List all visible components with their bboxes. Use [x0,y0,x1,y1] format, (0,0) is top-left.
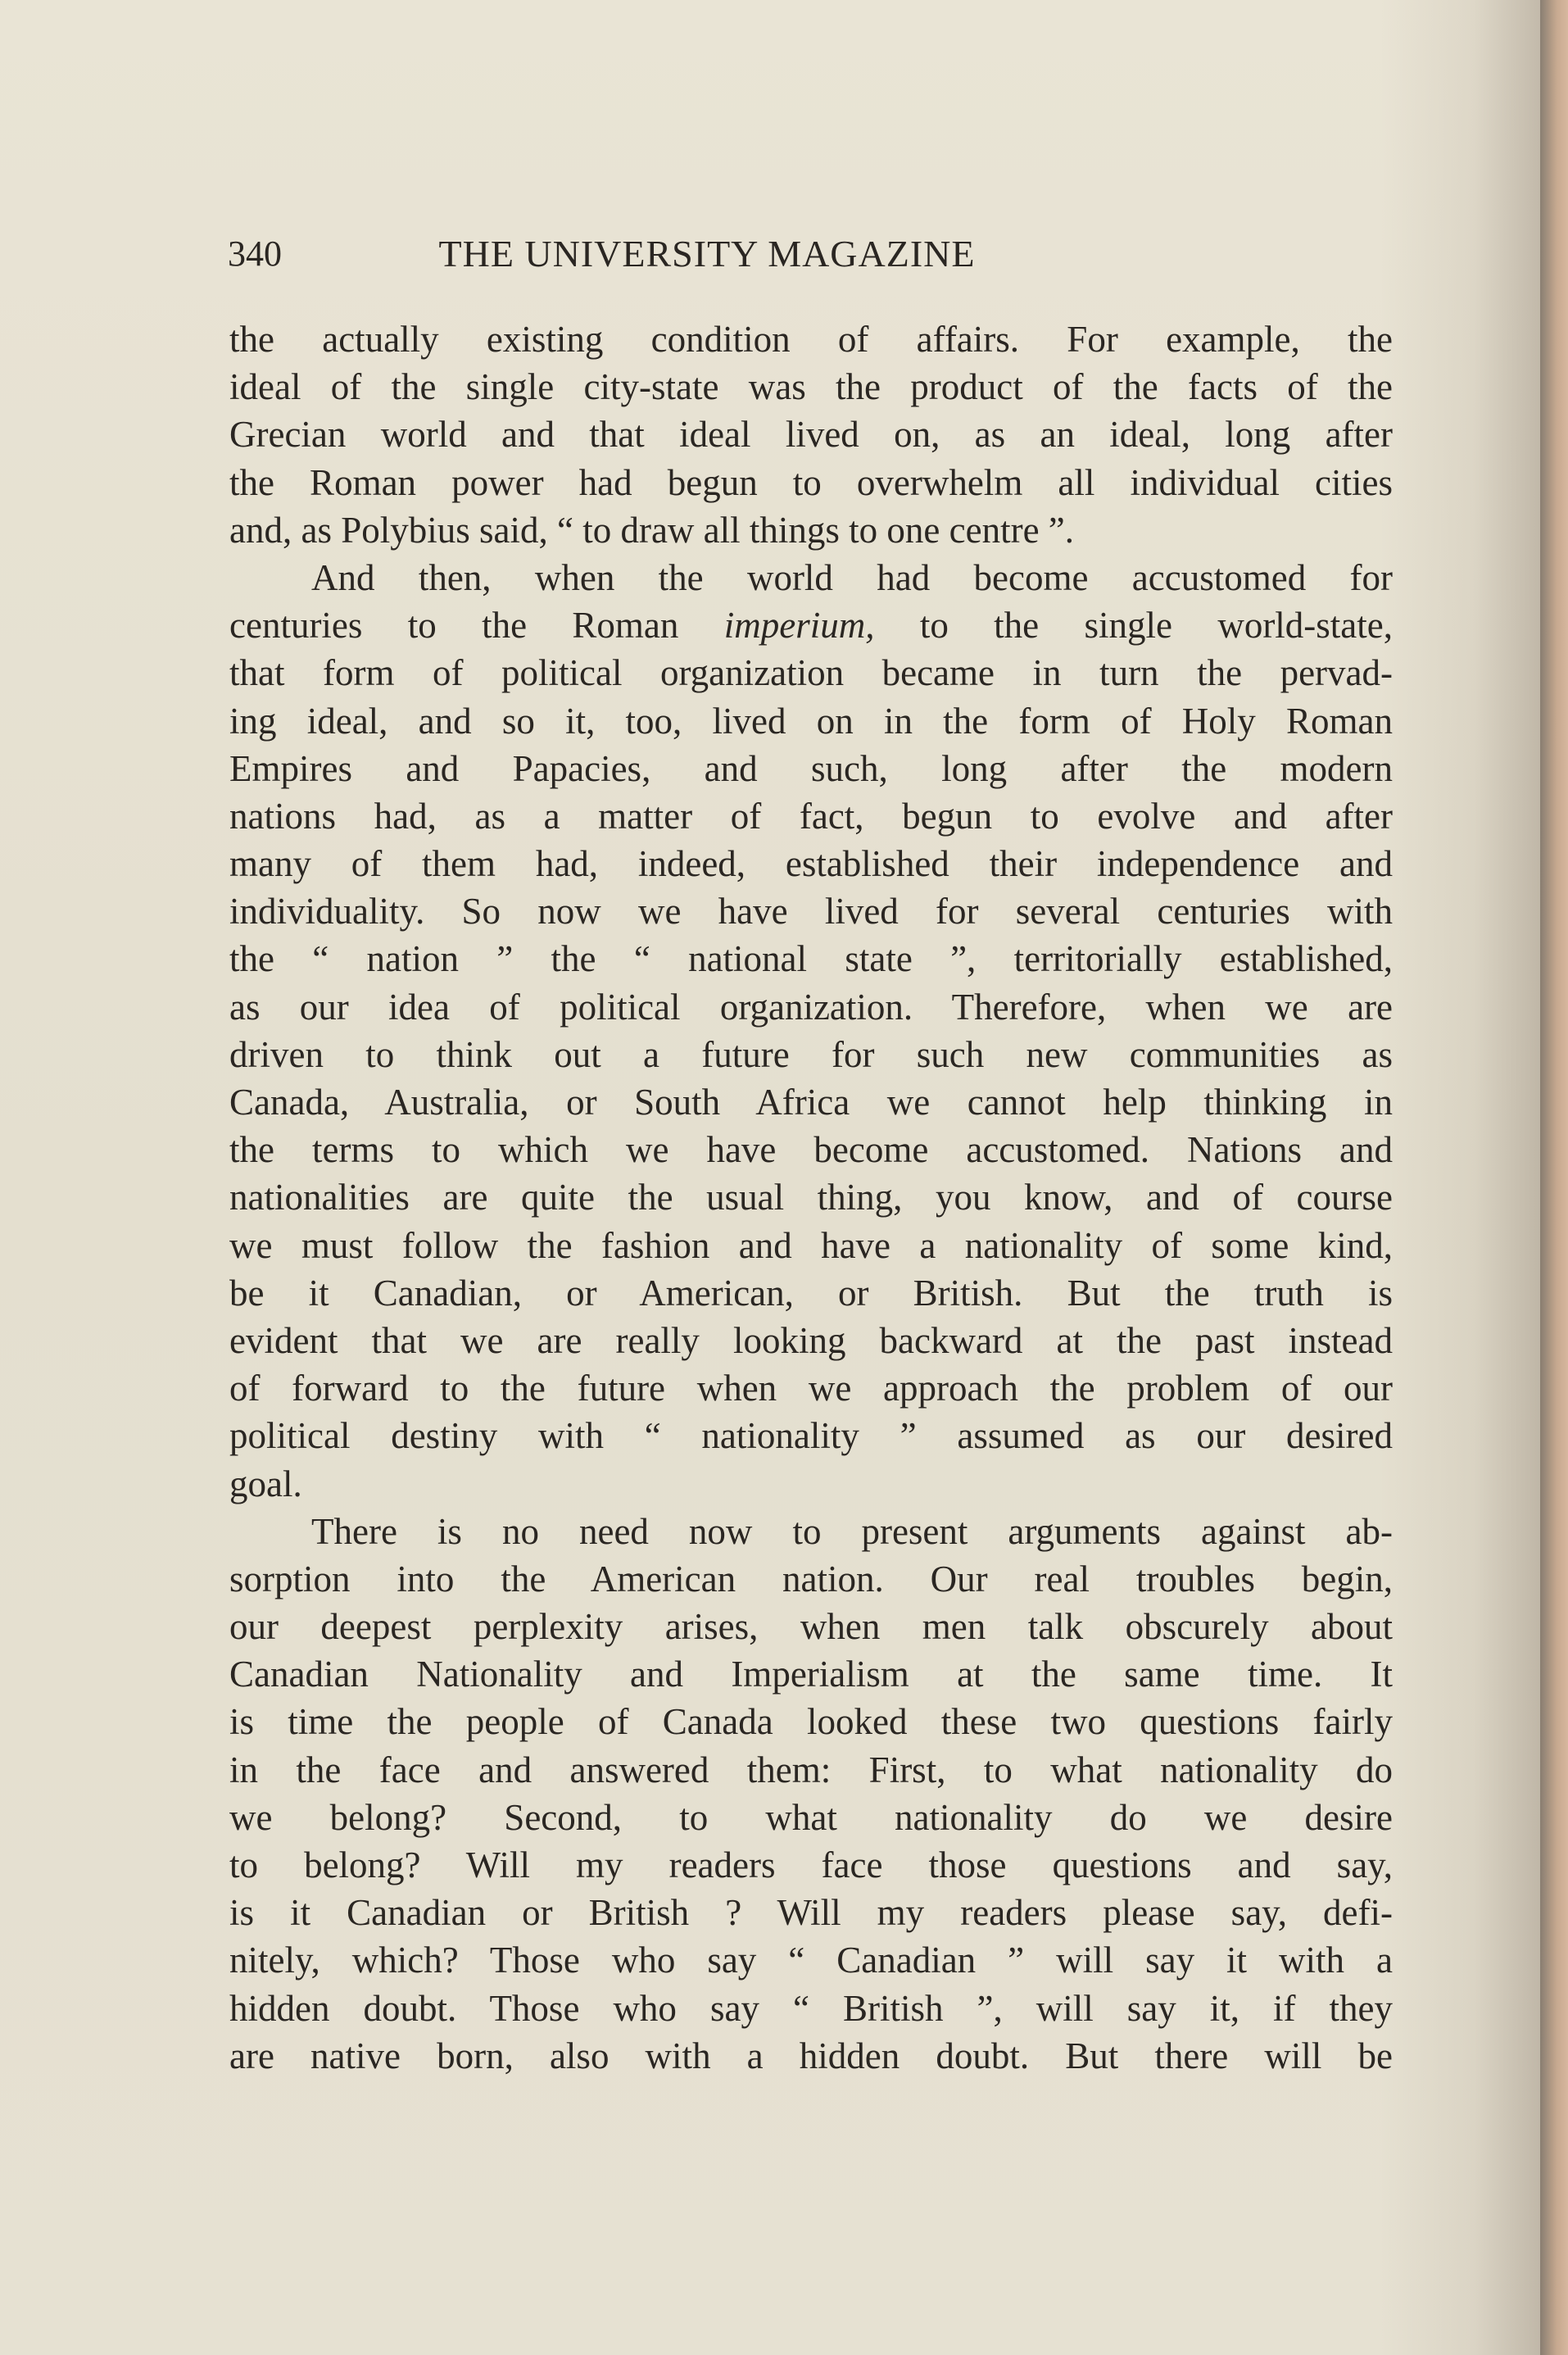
text-line: and, as Polybius said, “ to draw all things to one centre ”. [229,509,1075,551]
paragraph-start-line: There is no need now to present arguments against ab- [311,1510,1393,1552]
text-line: nations had, as a matter of fact, begun to evolve and after [229,795,1393,837]
text-line: evident that we are really looking backward at the past instead [229,1319,1393,1361]
text-line: ideal of the single city-state was the product of the facts of the [229,366,1393,408]
text-line: the terms to which we have become accustomed. Nations and [229,1129,1393,1171]
text-segment: to the single world-state, [874,605,1394,647]
italic-term: imperium, [723,605,875,647]
text-line: hidden doubt. Those who say “ British ”, will say it, if they [229,1987,1393,2029]
running-title: THE UNIVERSITY MAGAZINE [438,233,976,275]
text-line: the actually existing condition of affairs. For example, the [229,319,1393,360]
text-line [229,601,1393,649]
text-line: ing ideal, and so it, too, lived on in the form of Holy Roman [229,700,1393,742]
text-line: many of them had, indeed, established their independence and [229,843,1393,885]
running-header [228,229,1121,279]
text-line: Canada, Australia, or South Africa we cannot help thinking in [229,1082,1393,1123]
text-line: as our idea of political organization. Therefore, when we are [229,986,1393,1028]
page-gutter-shadow [1540,0,1568,2355]
text-line: we belong? Second, to what nationality do we desire [229,1796,1393,1838]
text-line: the “ nation ” the “ national state ”, territorially established, [229,938,1393,980]
text-segment: centuries to the Roman [229,605,724,647]
text-line: our deepest perplexity arises, when men talk obscurely about [229,1606,1393,1648]
text-line: driven to think out a future for such new communities as [229,1033,1393,1075]
text-line: is time the people of Canada looked these two questions fairly [229,1701,1393,1743]
text-line: nationalities are quite the usual thing, you know, and of course [229,1177,1393,1218]
paragraph-start-line: And then, when the world had become accustomed for [311,556,1393,598]
text-line: of forward to the future when we approach the problem of our [229,1368,1393,1409]
text-line: individuality. So now we have lived for several centuries with [229,891,1393,932]
text-line: is it Canadian or British ? Will my readers please say, defi- [229,1892,1393,1934]
text-line: to belong? Will my readers face those questions and say, [229,1845,1393,1885]
text-line: in the face and answered them: First, to what nationality do [229,1749,1393,1790]
body-text [229,315,1393,2080]
text-line: goal. [229,1463,302,1504]
text-line: we must follow the fashion and have a nationality of some kind, [229,1224,1393,1266]
text-line: sorption into the American nation. Our real troubles begin, [229,1558,1393,1599]
text-line: nitely, which? Those who say “ Canadian ” will say it with a [229,1940,1393,1981]
page-number: 340 [228,234,282,274]
text-line: that form of political organization became in turn the pervad- [229,652,1393,694]
text-line: are native born, also with a hidden doubt. But there will be [229,2035,1393,2076]
text-line: Canadian Nationality and Imperialism at the same time. It [229,1654,1393,1695]
text-line: political destiny with “ nationality ” assumed as our desired [229,1415,1393,1457]
text-line: Empires and Papacies, and such, long after the modern [229,747,1393,789]
text-line: be it Canadian, or American, or British. But the truth is [229,1272,1393,1314]
text-line: the Roman power had begun to overwhelm all individual cities [229,461,1393,503]
text-line: Grecian world and that ideal lived on, as an ideal, long after [229,414,1393,456]
